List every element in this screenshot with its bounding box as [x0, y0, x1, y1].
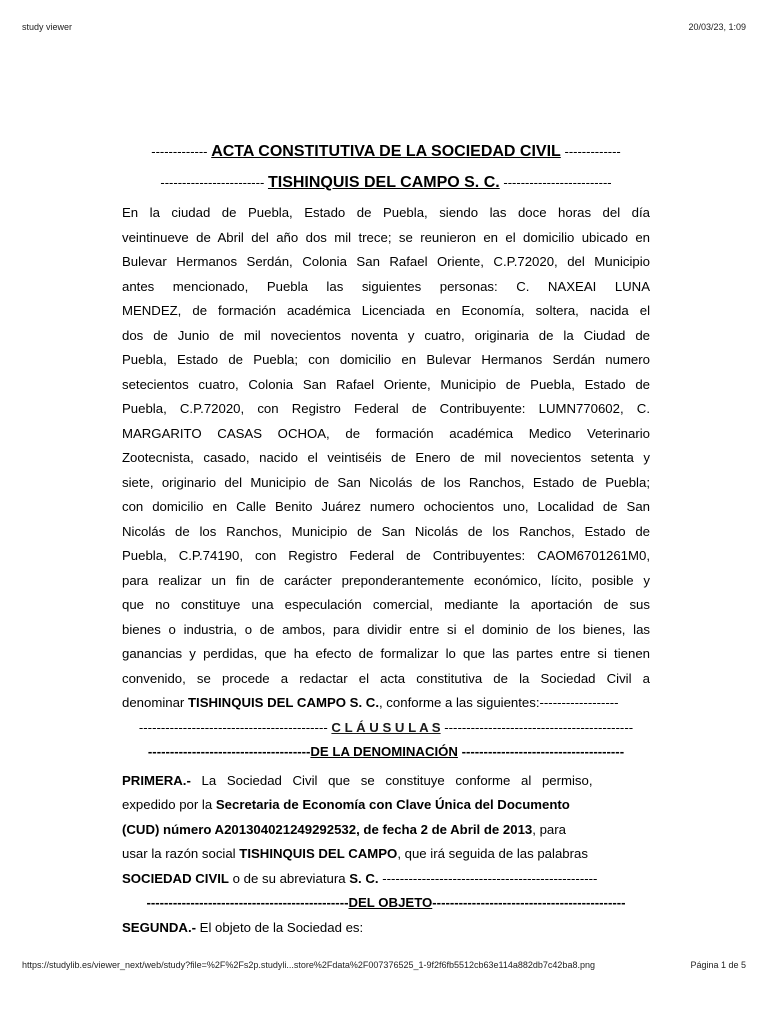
text-line: veintinueve de Abril del año dos mil trece; se reunieron en el domicilio ubicado en [122, 229, 650, 245]
browser-footer-page: Página 1 de 5 [690, 960, 746, 970]
text-segment: , para [532, 821, 566, 837]
text-line: MARGARITO CASAS OCHOA, de formación académica Medico Veterinario [122, 425, 650, 441]
text-line [122, 842, 650, 867]
denominacion-heading-row [122, 740, 650, 765]
text-line [122, 867, 650, 892]
text-bold: Secretaria de Economía con Clave Única del Documento [215, 797, 570, 812]
paragraph-intro [122, 201, 650, 716]
text-line: Nicolás de los Ranchos, Municipio de San Nicolás de los Ranchos, Estado de [122, 523, 650, 539]
clausulas-heading: C L Á U S U L A S [331, 719, 441, 735]
document-page [122, 140, 650, 942]
dashes: ------------------------- [503, 174, 612, 190]
text-bold: S. C. [349, 870, 379, 886]
denominacion-heading: DE LA DENOMINACIÓN [310, 744, 458, 759]
text-line [122, 691, 650, 716]
doc-title: ACTA CONSTITUTIVA DE LA SOCIEDAD CIVIL [211, 143, 561, 160]
text-line [122, 818, 650, 843]
dashes: ------------- [564, 144, 621, 159]
dashes: ------------------------------------- [461, 744, 625, 759]
text-segment: usar la razón social [122, 846, 240, 861]
clause-label: PRIMERA.- [122, 772, 191, 788]
text-segment: , que irá seguida de las palabras [397, 846, 588, 861]
clause-label: SEGUNDA.- [122, 919, 196, 935]
clause-segunda [122, 916, 650, 941]
company-name: TISHINQUIS DEL CAMPO S. C. [187, 695, 379, 710]
objeto-heading-row [122, 891, 650, 916]
text-line: siete, originario del Municipio de San Nicolás de los Ranchos, Estado de Puebla; [122, 474, 650, 490]
clausulas-heading-row [122, 716, 650, 741]
text-bold: TISHINQUIS DEL CAMPO [239, 846, 398, 861]
dashes: ------------------------ [160, 174, 265, 190]
text-line: convenido, se procede a redactar el acta constitutiva de la Sociedad Civil a [122, 670, 650, 686]
text-line: Puebla, C.P.72020, con Registro Federal de Contribuyente: LUMN770602, C. [122, 401, 650, 416]
text-segment: El objeto de la Sociedad es: [196, 919, 364, 935]
text-segment: ------------------------------------------------- [378, 870, 598, 886]
text-segment: o de su abreviatura [228, 870, 350, 886]
text-line: antes mencionado, Puebla las siguientes personas: C. NAXEAI LUNA [122, 278, 650, 294]
text-segment: La Sociedad Civil que se constituye conforme al permiso, [190, 772, 593, 788]
dashes: ------------------------------------------- [444, 719, 634, 735]
browser-header-title: study viewer [22, 22, 73, 32]
doc-title-row [122, 140, 650, 165]
text-segment: denominar [122, 695, 188, 710]
dashes: ------------------------------------- [147, 744, 311, 759]
text-segment: expedido por la [122, 797, 216, 812]
text-bold: (CUD) número A201304021249292532, de fecha 2 de Abril de 2013 [122, 821, 533, 837]
text-line [122, 769, 650, 794]
text-line: MENDEZ, de formación académica Licenciada en Economía, soltera, nacida el [122, 303, 650, 318]
text-line: Puebla, Estado de Puebla; con domicilio en Bulevar Hermanos Serdán numero [122, 352, 650, 367]
text-line: con domicilio en Calle Benito Juárez numero ochocientos uno, Localidad de San [122, 499, 650, 514]
text-line: para realizar un fin de carácter preponderantemente económico, lícito, posible y [122, 572, 650, 588]
doc-subtitle-row [122, 171, 650, 196]
dashes: ------------------------------------------- [138, 719, 328, 735]
text-line: bienes o industria, o de ambos, para dividir entre si el dominio de los bienes, las [122, 621, 650, 637]
dashes: ------------- [151, 144, 208, 159]
text-line: setecientos cuatro, Colonia San Rafael Oriente, Municipio de Puebla, Estado de [122, 376, 650, 392]
text-bold: SOCIEDAD CIVIL [122, 870, 229, 886]
text-line: Bulevar Hermanos Serdán, Colonia San Rafael Oriente, C.P.72020, del Municipio [122, 254, 650, 269]
text-line: Zootecnista, casado, nacido el veintiséis de Enero de mil novecientos setenta y [122, 450, 650, 465]
dashes: ---------------------------------------------- [146, 895, 349, 910]
text-line: dos de Junio de mil novecientos noventa y cuatro, originaria de la Ciudad de [122, 327, 650, 343]
text-segment: , conforme a las siguientes:------------------ [378, 695, 619, 710]
dashes: -------------------------------------------- [432, 895, 626, 910]
browser-header-date: 20/03/23, 1:09 [688, 22, 746, 32]
doc-subtitle: TISHINQUIS DEL CAMPO S. C. [267, 173, 500, 191]
text-line [122, 793, 650, 818]
objeto-heading: DEL OBJETO [348, 895, 433, 910]
text-line: En la ciudad de Puebla, Estado de Puebla, siendo las doce horas del día [122, 205, 650, 220]
text-line: ganancias y perdidas, que ha efecto de formalizar lo que las partes entre si tienen [122, 646, 650, 661]
text-line: que no constituye una especulación comercial, mediante la aportación de sus [122, 597, 650, 612]
text-line: Puebla, C.P.74190, con Registro Federal de Contribuyentes: CAOM6701261M0, [122, 548, 650, 563]
browser-footer-url: https://studylib.es/viewer_next/web/study?file=%2F%2Fs2p.studyli...store%2Fdata%2F007376525_1-9f2f6fb5512cb63e114a882db7c42ba8.png [22, 960, 595, 970]
clause-primera [122, 769, 650, 892]
